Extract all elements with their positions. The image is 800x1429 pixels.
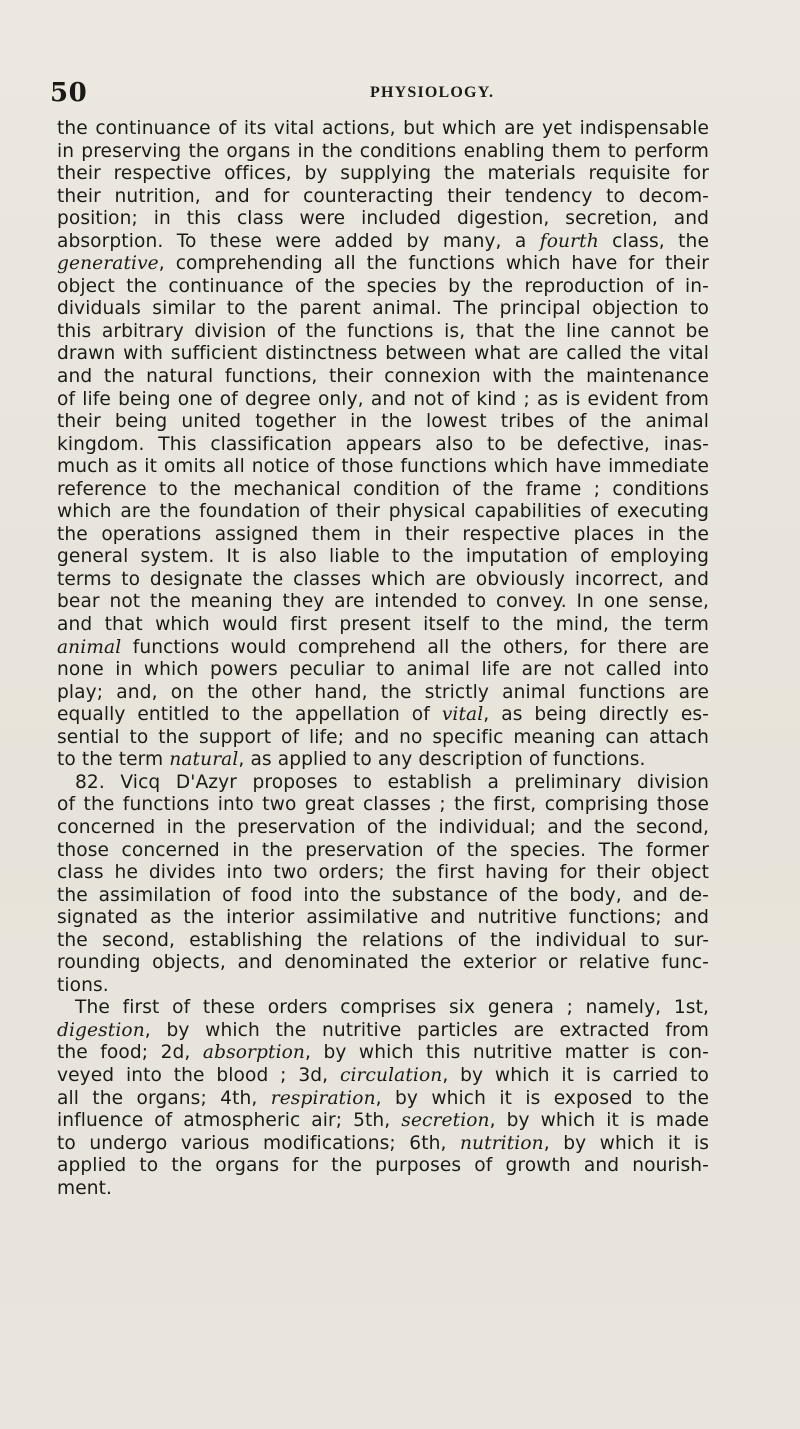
italic-term: generative [57,253,159,275]
text-line: terms to designate the classes which are obviously incorrect, and [57,568,709,590]
text-line: those concerned in the preservation of the species. The former [57,839,709,861]
italic-term: nutrition [459,1132,544,1154]
text-line: much as it omits all notice of those functions which have immediate [57,456,709,478]
text-line: their respective offices, by supplying the materials requisite for [57,163,709,185]
text-line: all the organs; 4th, respiration, by which it is exposed to the [57,1087,709,1109]
text-line: veyed into the blood ; 3d, circulation, by which it is carried to [57,1064,709,1086]
text-line: bear not the meaning they are intended to convey. In one sense, [57,591,709,613]
italic-term: digestion [57,1019,145,1041]
paragraph-orders [57,997,709,1200]
italic-term: respiration [270,1087,376,1109]
text-line: kingdom. This classification appears also to be defective, inas- [57,433,709,455]
text-line: drawn with sufficient distinctness between what are called the vital [57,343,709,365]
text-line: in preserving the organs in the conditions enabling them to perform [57,140,709,162]
text-line: influence of atmospheric air; 5th, secretion, by which it is made [57,1110,710,1132]
italic-term: vital [441,704,484,726]
text-line: ment. [57,1177,113,1199]
text-line: 82. Vicq D'Azyr proposes to establish a preliminary division [75,771,709,793]
text-line: and the natural functions, their connexion with the maintenance [57,366,709,388]
text-line: which are the foundation of their physical capabilities of executing [57,501,709,523]
text-line: class he divides into two orders; the first having for their object [57,862,709,884]
paragraph-82 [57,772,709,997]
text-line: and that which would first present itself to the mind, the term [57,614,709,636]
text-line: reference to the mechanical condition of the frame ; conditions [57,478,709,500]
italic-term: absorption [202,1042,305,1064]
italic-term: animal [57,636,122,658]
text-line: applied to the organs for the purposes of growth and nourish- [57,1155,709,1177]
text-line: of the functions into two great classes ; the first, comprising those [57,794,709,816]
text-line: rounding objects, and denominated the exterior or relative func- [57,952,709,974]
text-line: their nutrition, and for counteracting their tendency to decom- [57,185,709,207]
text-line: of life being one of degree only, and not of kind ; as is evident from [57,388,709,410]
text-line: the assimilation of food into the substance of the body, and de- [57,884,709,906]
page-number: 50 [50,78,88,108]
italic-term: fourth [539,230,599,252]
text-line: this arbitrary division of the functions is, that the line cannot be [57,320,709,342]
text-line: to undergo various modifications; 6th, nutrition, by which it is [57,1132,709,1154]
text-line: the continuance of its vital actions, but which are yet indispensable [57,118,709,139]
text-line: absorption. To these were added by many, a fourth class, the [57,230,709,252]
text-line: animal functions would comprehend all the others, for there are [57,636,709,658]
text-line: general system. It is also liable to the imputation of employing [57,546,709,568]
text-line: sential to the support of life; and no specific meaning can attach [57,726,709,748]
text-line: their being united together in the lowest tribes of the animal [57,411,709,433]
text-line: the operations assigned them in their respective places in the [57,523,709,545]
text-line: tions. [57,974,109,996]
text-line: concerned in the preservation of the individual; and the second, [57,816,709,838]
running-title: PHYSIOLOGY. [370,84,495,101]
text-line: dividuals similar to the parent animal. The principal objection to [57,298,709,320]
text-line: play; and, on the other hand, the strictly animal functions are [57,681,709,703]
running-head [50,78,750,108]
text-line: object the continuance of the species by the reproduction of in- [57,275,709,297]
italic-term: natural [169,749,239,771]
text-line: the second, establishing the relations of the individual to sur- [57,929,709,951]
text-line: the food; 2d, absorption, by which this nutritive matter is con- [57,1042,709,1064]
text-line: The first of these orders comprises six genera ; namely, 1st, [75,997,709,1019]
text-line: none in which powers peculiar to animal life are not called into [57,659,709,681]
text-line: equally entitled to the appellation of vital, as being directly es- [57,704,709,726]
italic-term: secretion [401,1110,490,1132]
text-line: signated as the interior assimilative and nutritive functions; and [57,907,709,929]
italic-term: circulation [339,1064,443,1086]
text-line: digestion, by which the nutritive particles are extracted from [57,1019,709,1041]
text-line: position; in this class were included digestion, secretion, and [57,208,709,230]
text-line: generative, comprehending all the functions which have for their [57,253,709,275]
body-text [57,118,709,1200]
paragraph-continuation [57,118,709,772]
text-line: to the term natural, as applied to any description of functions. [57,749,646,771]
